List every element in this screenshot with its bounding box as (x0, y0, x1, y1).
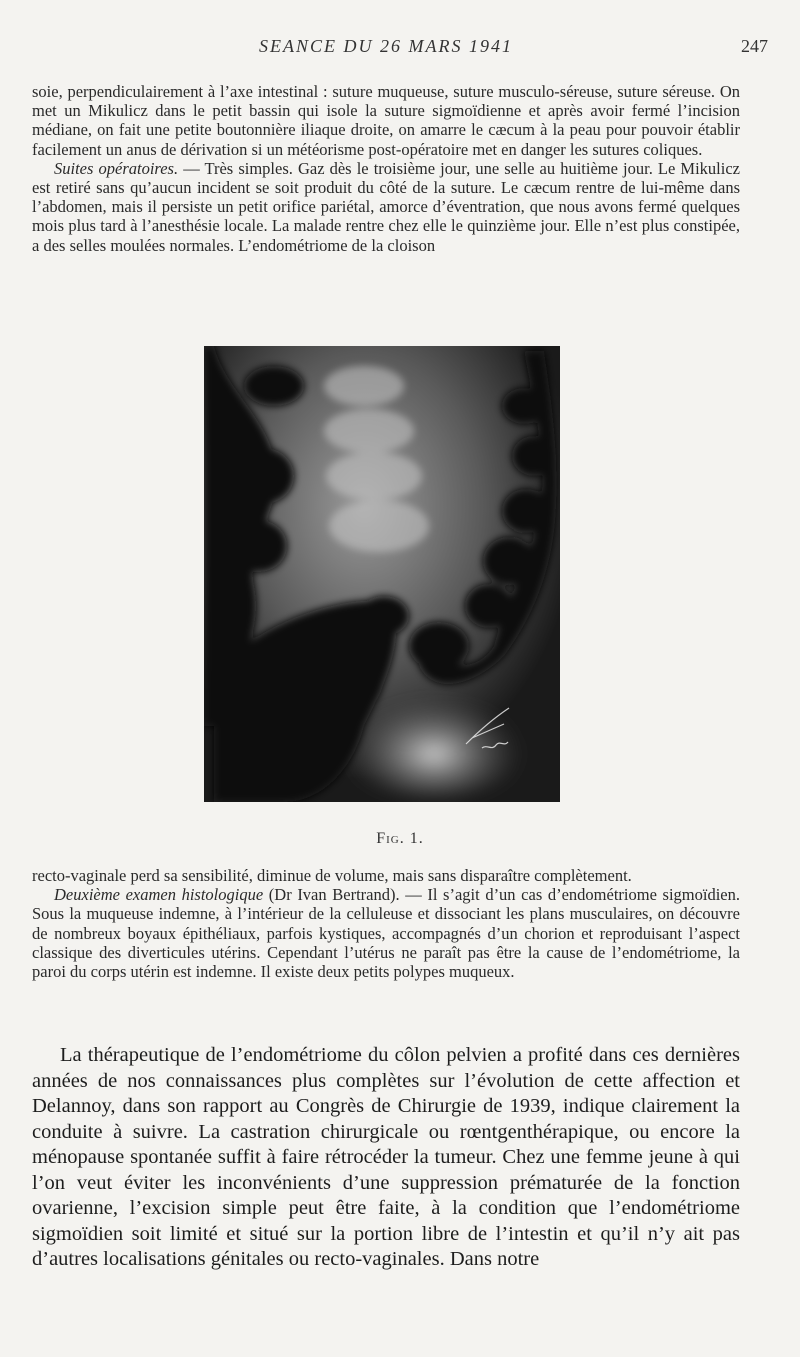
section-heading: Deuxième examen histologique (54, 885, 264, 905)
paragraph: La thérapeutique de l’endométriome du côlon pelvien a profité dans ces dernières années de nos connaissances plus complètes sur l’évolution de cette affection et Delannoy, dans son rapport au Congrès de Chirurgie de 1939, indique clairement la conduite à suivre. La castration chirurgicale ou rœntgenthérapique, ou encore la ménopause spontanée suffit à faire rétrocéder la tumeur. Chez une femme jeune à qui l’on veut éviter les inconvénients d’une suppression prématurée de la fonction ovarienne, l’excision simple peut être faite, à la condition que l’endométriome sigmoïdien soit limité et situé sur la portion libre de l’intestin et qu’il n’y ait pas d’autres localisations génitales ou recto-vaginales. Dans notre (32, 1044, 740, 1270)
text-block-top (32, 82, 740, 255)
text-block-middle (32, 866, 740, 981)
page-number: 247 (741, 36, 768, 56)
figure-caption: Fig. 1. (376, 830, 424, 847)
running-head: SEANCE DU 26 MARS 1941 (259, 36, 513, 56)
paragraph: recto-vaginale perd sa sensibilité, diminue de volume, mais sans disparaître complètement. (32, 866, 632, 885)
section-heading: Suites opératoires. (54, 158, 179, 178)
xray-figure (204, 346, 560, 802)
paragraph-text: (Dr Ivan Bertrand). — Il s’agit d’un cas d’endométriome sigmoïdien. Sous la muqueuse indemne, à l’intérieur de la celluleuse et dissociant les plans musculaires, on découvre de nombreux boyaux épithéliaux, parfois kystiques, accompagnés d’un chorion et reproduisant l’aspect classique des diverticules utérins. Cependant l’utérus ne paraît pas être la cause de l’endométriome, la paroi du corps utérin est indemne. Il existe deux petits polypes muqueux. (32, 885, 740, 982)
paragraph (32, 159, 740, 255)
paragraph-text: — Très simples. Gaz dès le troisième jour, une selle au huitième jour. Le Mikulicz est retiré sans qu’aucun incident se soit produit du côté de la suture. Le cæcum rentre de lui-même dans l’abdomen, mais il persiste un petit orifice pariétal, amorce d’éventration, que nous avons fermé quelques mois plus tard à l’anesthésie locale. La malade rentre chez elle le quinzième jour. Elle n’est plus constipée, a des selles moulées normales. L’endométriome de la cloison (32, 158, 740, 255)
xray-image (204, 346, 560, 802)
page-header (32, 36, 768, 66)
paragraph (32, 885, 740, 981)
text-block-bottom (32, 1043, 740, 1273)
paragraph: soie, perpendiculairement à l’axe intestinal : suture muqueuse, suture musculo-séreuse, suture séreuse. On met un Mikulicz dans le petit bassin qui isole la suture sigmoïdienne et après avoir fermé l’incision médiane, on fait une petite boutonnière iliaque droite, on amarre le cæcum à la peau pour pouvoir établir facilement un anus de dérivation si un météorisme post-opératoire met en danger les sutures coliques. (32, 82, 740, 159)
